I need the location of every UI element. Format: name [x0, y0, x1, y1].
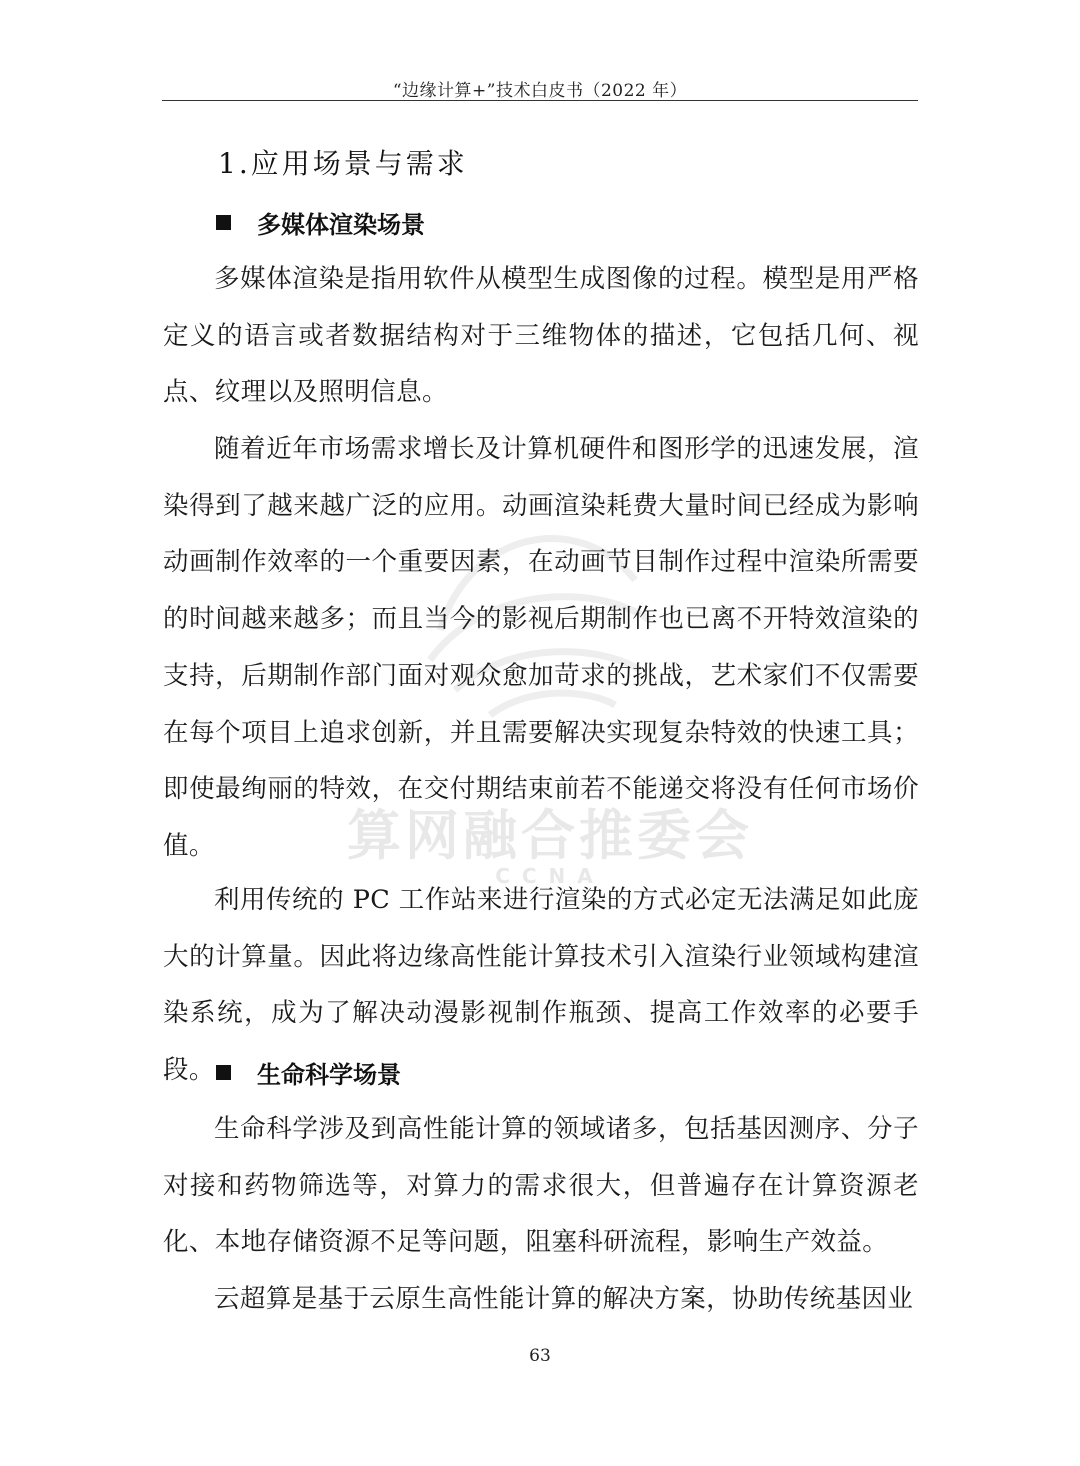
- paragraph: 随着近年市场需求增长及计算机硬件和图形学的迅速发展，渲染得到了越来越广泛的应用。动画渲染耗费大量时间已经成为影响动画制作效率的一个重要因素，在动画节目制作过程中渲染所需要的时间越来越多；而且当今的影视后期制作也已离不开特效渲染的支持，后期制作部门面对观众愈加苛求的挑战，艺术家们不仅需要在每个项目上追求创新，并且需要解决实现复杂特效的快速工具；即使最绚丽的特效，在交付期结束前若不能递交将没有任何市场价值。: [163, 434, 919, 861]
- subheading-life-science: [216, 1055, 401, 1090]
- watermark-subtext: CCNA: [495, 864, 605, 888]
- paragraph: 多媒体渲染是指用软件从模型生成图像的过程。模型是用严格定义的语言或者数据结构对于三维物体的描述，它包括几何、视点、纹理以及照明信息。: [163, 264, 919, 408]
- paragraph: 利用传统的 PC 工作站来进行渲染的方式必定无法满足如此庞大的计算量。因此将边缘高性能计算技术引入渲染行业领域构建渲染系统，成为了解决动漫影视制作瓶颈、提高工作效率的必要手段。: [163, 885, 919, 1086]
- square-bullet-icon: [216, 1065, 231, 1080]
- subheading-text: 多媒体渲染场景: [257, 211, 425, 239]
- square-bullet-icon: [216, 215, 231, 230]
- paragraph: 生命科学涉及到高性能计算的领域诸多，包括基因测序、分子对接和药物筛选等，对算力的需求很大，但普遍存在计算资源老化、本地存储资源不足等问题，阻塞科研流程，影响生产效益。: [163, 1114, 919, 1258]
- subheading-text: 生命科学场景: [257, 1061, 401, 1089]
- page-number: 63: [529, 1346, 551, 1366]
- subheading-multimedia: [216, 205, 425, 240]
- watermark-text: 算网融合推委会: [347, 804, 753, 867]
- header-divider: [162, 100, 918, 101]
- header-title: “边缘计算+”技术白皮书（2022 年）: [392, 81, 688, 101]
- section-title: 1.应用场景与需求: [218, 147, 468, 180]
- paragraph: 云超算是基于云原生高性能计算的解决方案，协助传统基因业: [214, 1284, 914, 1314]
